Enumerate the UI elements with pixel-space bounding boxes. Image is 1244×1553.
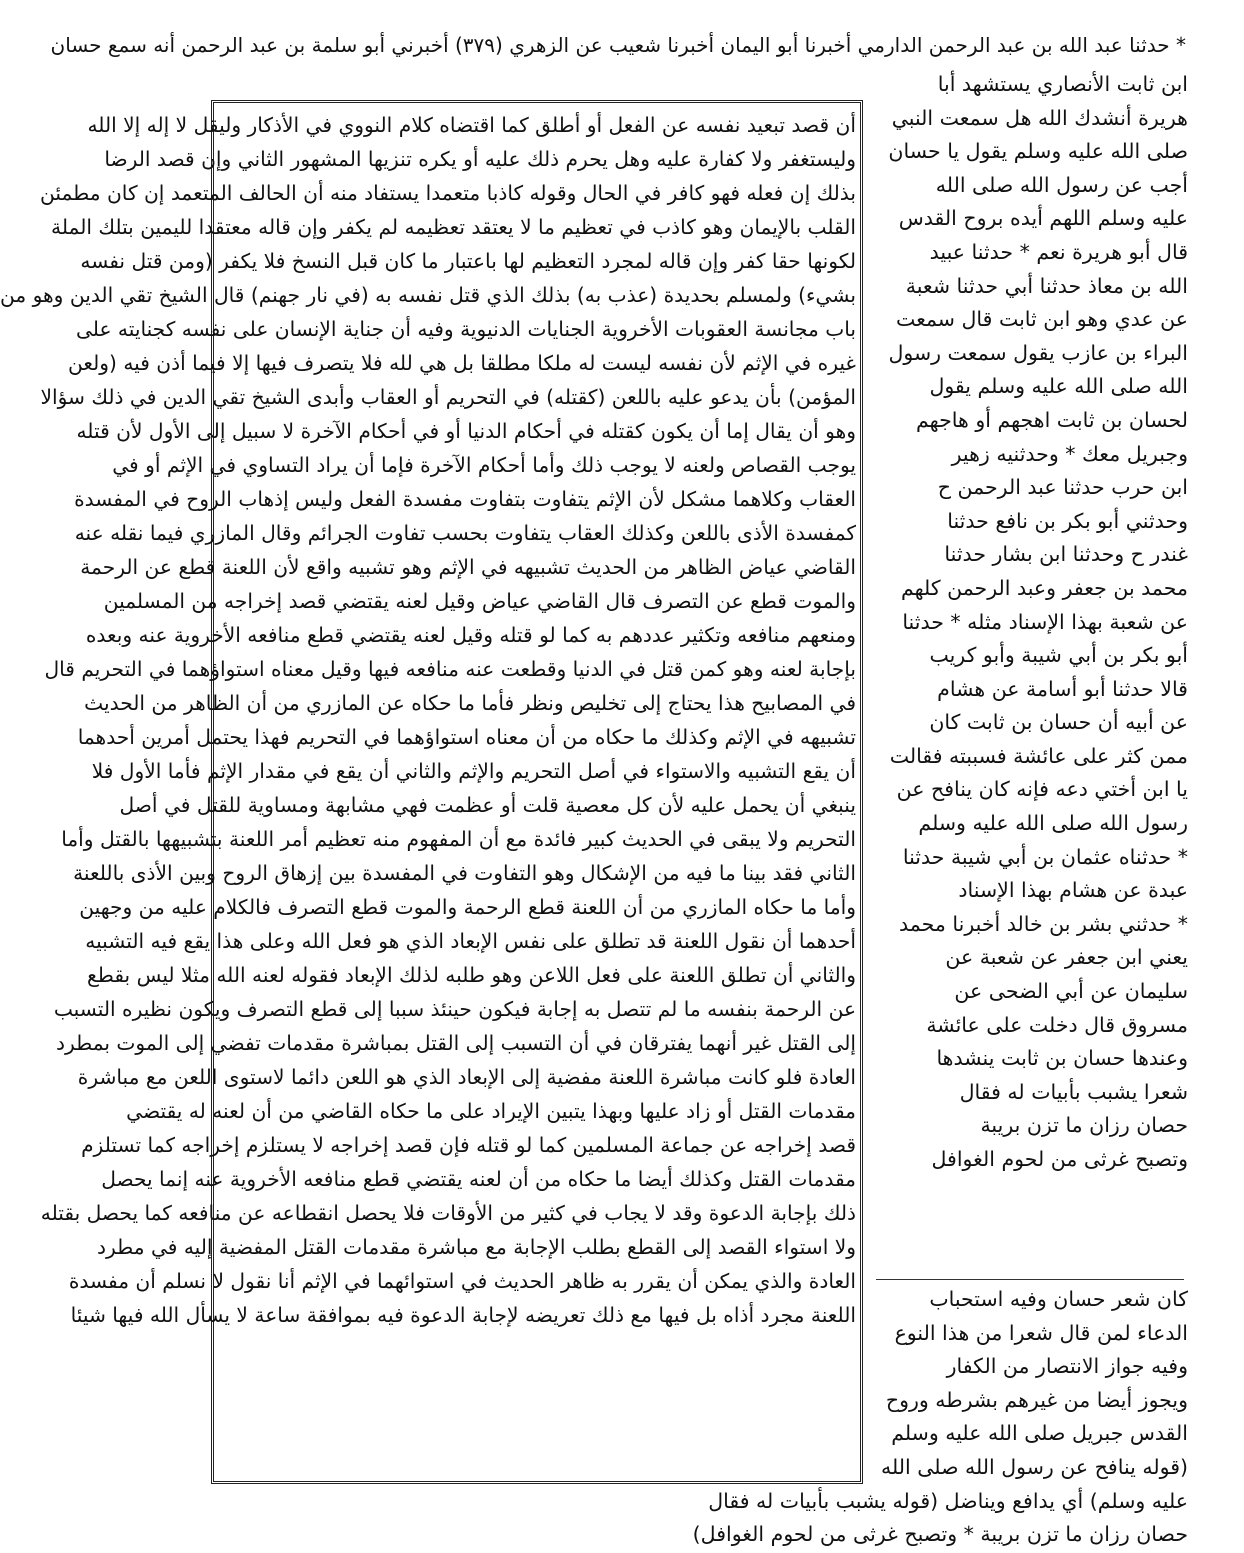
hadith-line: وجبريل معك * وحدثنيه زهير <box>951 441 1188 466</box>
side-commentary-line: ويجوز أيضا من غيرهم بشرطه وروح <box>885 1387 1188 1412</box>
commentary-line: والموت قطع عن التصرف قال القاضي عياض وقيل لعنه يقتضي قصد إخراجه من المسلمين <box>103 589 856 613</box>
commentary-line: لكونها حقا كفر وإن قاله لمجرد التعظيم لها باعتبار ما كان قبل النسخ فلا يكفر (ومن قتل نفسه <box>80 249 856 273</box>
commentary-line: بإجابة لعنه وهو كمن قتل في الدنيا وقطعت عنه منافعه فيها وقيل معناه استواؤهما في التحريم قال <box>44 657 856 681</box>
commentary-line: اللعنة مجرد أذاه بل فيها مع ذلك تعريضه لإجابة الدعوة فيه بموافقة ساعة لا يسأل الله فيها شيئا <box>70 1303 856 1327</box>
commentary-line: والثاني أن تطلق اللعنة على فعل اللاعن وهو طلبه لذلك الإبعاد فقوله لعنه الله مثلا ليس بقطع <box>87 963 856 987</box>
hadith-line: عبدة عن هشام بهذا الإسناد <box>958 878 1188 903</box>
commentary-line: ذلك بإجابة الدعوة وقد لا يجاب في كثير من الأوقات فلا يحصل انقطاعه عن منافعه كما يحصل بقتله <box>40 1201 856 1225</box>
hadith-line: البراء بن عازب يقول سمعت رسول <box>888 340 1188 365</box>
commentary-line: القلب بالإيمان وهو كاذب في تعظيم ما لا يعتقد تعظيمه لم يكفر وإن قاله معتقدا لليمين بتلك الملة <box>51 215 856 239</box>
commentary-line: عن الرحمة بنفسه ما لم تتصل به إجابة فيكون حينئذ سببا إلى قطع التصرف ويكون نظيره التسبب <box>53 997 856 1021</box>
commentary-line: قصد إخراجه عن جماعة المسلمين كما لو قتله فإن قصد إخراجه لا يستلزم إخراجه كما تستلزم <box>81 1133 856 1157</box>
commentary-line: أحدهما أن نقول اللعنة قد تطلق على نفس الإبعاد الذي هو فعل الله وعلى هذا يقع فيه التشبيه <box>85 929 856 953</box>
commentary-line: بشيء) ولمسلم بحديدة (عذب به) بذلك الذي قتل نفسه به (في نار جهنم) قال الشيخ تقي الدين وهو من <box>0 283 856 307</box>
commentary-line: القاضي عياض الظاهر من الحديث تشبيهه في الإثم وهو تشبيه واقع لأن اللعنة قطع عن الرحمة <box>80 555 856 579</box>
commentary-line: يوجب القصاص ولعنه لا يوجب ذلك وأما أحكام الآخرة فإما أن يراد التساوي في الإثم أو في <box>112 453 856 477</box>
hadith-line: عليه وسلم اللهم أيده بروح القدس <box>898 206 1188 231</box>
commentary-line: مقدمات القتل وكذلك أيضا ما حكاه من أن لعنه يقتضي قطع منافعه الأخروية عنه إنما يحصل <box>101 1167 856 1191</box>
commentary-line: التحريم ولا يبقى في الحديث كبير فائدة مع أن المفهوم منه تعظيم أمر اللعنة بتشبيهها بالقتل وأما <box>61 827 856 851</box>
side-commentary-line: حصان رزان ما تزن بريبة * وتصبح غرثى من لحوم الغوافل) <box>692 1522 1188 1547</box>
side-commentary-line: كان شعر حسان وفيه استحباب <box>929 1287 1188 1311</box>
commentary-line: باب مجانسة العقوبات الأخروية الجنايات الدنيوية وفيه أن جناية الإنسان على نفسه كجنايته على <box>75 317 856 341</box>
hadith-line: لحسان بن ثابت اهجهم أو هاجهم <box>916 407 1188 432</box>
commentary-line: تشبيهه في الإثم وكذلك ما حكاه من أن معناه استواؤهما في التحريم فهذا يحتمل أمرين أحدهما <box>77 725 856 749</box>
hadith-line: صلى الله عليه وسلم يقول يا حسان <box>888 139 1188 164</box>
hadith-line: ابن ثابت الأنصاري يستشهد أبا <box>937 72 1188 96</box>
hadith-line: عن أبيه أن حسان بن ثابت كان <box>929 710 1188 735</box>
hadith-line: قال أبو هريرة نعم * حدثنا عبيد <box>929 239 1188 264</box>
hadith-line: ممن كثر على عائشة فسببته فقالت <box>889 743 1188 768</box>
commentary-line: وأما ما حكاه المازري من أن اللعنة قطع الرحمة والموت قطع التصرف فالكلام عليه من وجهين <box>79 895 856 919</box>
commentary-text <box>0 108 856 1478</box>
hadith-line: أجب عن رسول الله صلى الله <box>935 172 1188 197</box>
hadith-line: وحدثني أبو بكر بن نافع حدثنا <box>947 508 1188 533</box>
side-commentary-line: (قوله ينافح عن رسول الله صلى الله <box>880 1454 1188 1479</box>
side-commentary-line: الدعاء لمن قال شعرا من هذا النوع <box>894 1320 1188 1345</box>
commentary-line: المؤمن) بأن يدعو عليه باللعن (كقتله) في التحريم أو العقاب وأبدى الشيخ تقي الدين في ذلك سؤالا <box>40 385 856 409</box>
hadith-line: الله بن معاذ حدثنا أبي حدثنا شعبة <box>905 273 1188 298</box>
commentary-line: الثاني فقد بينا ما فيه من الإشكال وهو التفاوت في المفسدة بين إزهاق الروح وبين الأذى باللعنة <box>73 861 856 885</box>
hadith-line: هريرة أنشدك الله هل سمعت النبي <box>891 105 1188 130</box>
hadith-line: وعندها حسان بن ثابت ينشدها <box>936 1046 1188 1071</box>
hadith-line: يا ابن أختي دعه فإنه كان ينافح عن <box>896 777 1188 802</box>
commentary-line: مقدمات القتل أو زاد عليها وبهذا يتبين الإيراد على ما حكاه القاضي من أن لعنه له يقتضي <box>126 1099 856 1123</box>
hadith-line: شعرا يشبب بأبيات له فقال <box>959 1079 1188 1104</box>
commentary-line: أن قصد تبعيد نفسه عن الفعل أو أطلق كما اقتضاه كلام النووي في الأذكار وليقل لا إله إلا الله <box>87 113 856 137</box>
hadith-line: * حدثناه عثمان بن أبي شيبة حدثنا <box>902 844 1188 869</box>
commentary-line: وهو أن يقال إما أن يكون كقتله في أحكام الدنيا أو في أحكام الآخرة لا سبيل إلى الأول لأن قتله <box>76 419 856 443</box>
commentary-line: غيره في الإثم لأن نفسه ليست له ملكا مطلقا بل هي لله فلا يتصرف فيها إلا فيما أذن فيه (ولعن <box>68 351 856 375</box>
hadith-line: * حدثني بشر بن خالد أخبرنا محمد <box>899 911 1188 936</box>
hadith-line: أبو بكر بن أبي شيبة وأبو كريب <box>929 643 1188 668</box>
side-commentary-line: وفيه جواز الانتصار من الكفار <box>946 1354 1188 1379</box>
side-commentary <box>692 1283 1188 1553</box>
hadith-line: سليمان عن أبي الضحى عن <box>954 979 1188 1004</box>
commentary-line: وليستغفر ولا كفارة عليه وهل يحرم ذلك عليه أو يكره تنزيها المشهور الثاني وإن قصد الرضا <box>104 147 856 171</box>
commentary-line: العادة والذي يمكن أن يقرر به ظاهر الحديث في استوائهما في الإثم أنا نقول لا نسلم أن مفسدة <box>68 1269 856 1293</box>
hadith-line: ابن حرب حدثنا عبد الرحمن ح <box>937 475 1188 500</box>
side-commentary-line: عليه وسلم) أي يدافع ويناضل (قوله يشبب بأبيات له فقال <box>708 1488 1188 1513</box>
page-header-line: * حدثنا عبد الله بن عبد الرحمن الدارمي أخبرنا أبو اليمان أخبرنا شعيب عن الزهري (٣٧٩) أخبرني أبو سلمة بن عبد الرحمن أنه سمع حسان <box>50 33 1186 57</box>
commentary-line: إلى القتل غير أنهما يفترقان في أن التسبب إلى القتل بمباشرة مقدمات تفضي إلى الموت بمطرد <box>56 1031 856 1055</box>
hadith-line: يعني ابن جعفر عن شعبة عن <box>945 945 1188 970</box>
commentary-line: أن يقع التشبيه والاستواء في أصل التحريم والإثم والثاني أن يقع في مقدار الإثم فأما الأول فلا <box>91 759 856 783</box>
commentary-line: العقاب وكلاهما مشكل لأن الإثم يتفاوت بتفاوت مفسدة الفعل وليس إذهاب الروح في المفسدة <box>74 487 856 511</box>
side-divider <box>876 1279 1184 1280</box>
hadith-line: قالا حدثنا أبو أسامة عن هشام <box>937 676 1188 701</box>
commentary-line: بذلك إن فعله فهو كافر في الحال وقوله كاذبا متعمدا يستفاد منه أن الحالف المتعمد إن كان مطمئن <box>40 181 856 205</box>
hadith-line: حصان رزان ما تزن بريبة <box>980 1113 1188 1138</box>
hadith-line: عن عدي وهو ابن ثابت قال سمعت <box>895 307 1188 332</box>
hadith-line: رسول الله صلى الله عليه وسلم <box>918 811 1188 836</box>
hadith-line: عن شعبة بهذا الإسناد مثله * حدثنا <box>902 609 1188 634</box>
hadith-line: مسروق قال دخلت على عائشة <box>926 1012 1188 1037</box>
commentary-line: في المصابيح هذا يحتاج إلى تخليص ونظر فأما ما حكاه عن المازري من أن الظاهر من الحديث <box>84 691 856 715</box>
hadith-line: وتصبح غرثى من لحوم الغوافل <box>931 1147 1188 1171</box>
hadith-line: الله صلى الله عليه وسلم يقول <box>929 374 1188 399</box>
commentary-line: ومنعهم منافعه وتكثير عددهم به كما لو قتله وقيل لعنه يقتضي قطع منافعه الأخروية عنه وبعده <box>85 623 856 647</box>
commentary-line: ولا استواء القصد إلى القطع بطلب الإجابة مع مباشرة مقدمات القتل المفضية إليه في مطرد <box>97 1235 856 1259</box>
commentary-line: كمفسدة الأذى باللعن وكذلك العقاب يتفاوت بحسب تفاوت الجرائم وقال المازري فيما نقله عنه <box>74 521 856 545</box>
hadith-line: غندر ح وحدثنا ابن بشار حدثنا <box>944 542 1188 567</box>
hadith-line: محمد بن جعفر وعبد الرحمن كلهم <box>900 575 1188 600</box>
commentary-line: العادة فلو كانت مباشرة اللعنة مفضية إلى الإبعاد الذي هو اللعن دائما لاستوى اللعن مع مباشرة <box>77 1065 856 1089</box>
commentary-line: ينبغي أن يحمل عليه لأن كل معصية قلت أو عظمت فهي مشابهة ومساوية للقتل في أصل <box>119 793 856 817</box>
side-commentary-line: القدس جبريل صلى الله عليه وسلم <box>891 1421 1188 1446</box>
